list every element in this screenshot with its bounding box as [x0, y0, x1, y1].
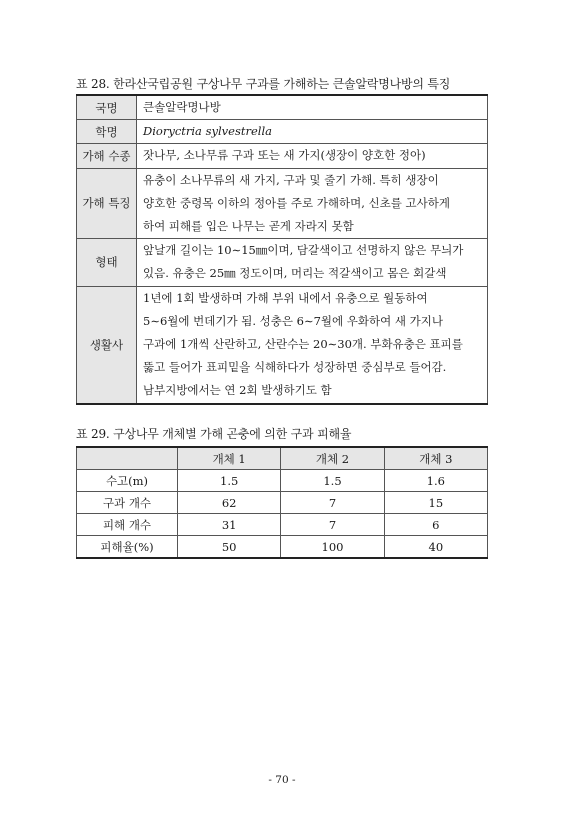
cell-line: 하여 피해를 입은 나무는 곧게 자라지 못함 [143, 219, 354, 234]
cell-line: 1년에 1회 발생하며 가해 부위 내에서 유충으로 월동하여 [143, 290, 428, 305]
table-cell [137, 286, 488, 404]
table-row [77, 470, 488, 492]
table-cell: 62 [178, 492, 281, 514]
table-cell: 7 [281, 492, 384, 514]
table-cell [137, 168, 488, 239]
table-row [77, 514, 488, 536]
row-header: 피해율(%) [77, 536, 178, 559]
table-row [77, 286, 488, 404]
row-header: 피해 개수 [77, 514, 178, 536]
column-header: 개체 1 [178, 447, 281, 470]
table-cell: 15 [384, 492, 487, 514]
cell-line: 큰솔알락명나방 [143, 100, 221, 114]
cell-line: 유충이 소나무류의 새 가지, 구과 및 줄기 가해. 특히 생장이 [143, 172, 439, 187]
cell-line: 뚫고 들어가 표피밑을 식해하다가 성장하면 중심부로 들어감. [143, 360, 447, 375]
table-row [77, 120, 488, 144]
row-header: 생활사 [77, 286, 137, 404]
row-header: 가해 특징 [77, 168, 137, 239]
table-cell: 6 [384, 514, 487, 536]
cell-line: 있음. 유충은 25㎜ 정도이며, 머리는 적갈색이고 몸은 회갈색 [143, 266, 447, 281]
cell-line: 잣나무, 소나무류 구과 또는 새 가지(생장이 양호한 정아) [143, 148, 426, 163]
table-row [77, 95, 488, 120]
cell-line: 5∼6월에 번데기가 됨. 성충은 6∼7월에 우화하여 새 가지나 [143, 313, 443, 328]
table-cell [137, 144, 488, 168]
cell-line: 남부지방에서는 연 2회 발생하기도 함 [143, 383, 332, 398]
column-header [77, 447, 178, 470]
row-header: 국명 [77, 95, 137, 120]
table-cell: 40 [384, 536, 487, 559]
table-cell: 1.5 [178, 470, 281, 492]
row-header: 가해 수종 [77, 144, 137, 168]
row-header: 학명 [77, 120, 137, 144]
table-row [77, 492, 488, 514]
table-29 [76, 446, 488, 559]
page-number: - 70 - [268, 774, 296, 786]
header-row [77, 447, 488, 470]
table-cell [137, 95, 488, 120]
table-row [77, 239, 488, 286]
row-header: 구과 개수 [77, 492, 178, 514]
table-cell: 1.5 [281, 470, 384, 492]
table-row [77, 144, 488, 168]
table-cell: 100 [281, 536, 384, 559]
scientific-name: Dioryctria sylvestrella [143, 124, 272, 139]
table-cell: 1.6 [384, 470, 487, 492]
cell-line: 앞날개 길이는 10∼15㎜이며, 담갈색이고 선명하지 않은 무늬가 [143, 243, 464, 258]
table-cell [137, 120, 488, 144]
column-header: 개체 3 [384, 447, 487, 470]
table-29-caption: 표 29. 구상나무 개체별 가해 곤충에 의한 구과 피해율 [76, 427, 352, 441]
row-header: 수고(m) [77, 470, 178, 492]
table-row [77, 536, 488, 559]
column-header: 개체 2 [281, 447, 384, 470]
table-cell: 7 [281, 514, 384, 536]
cell-line: 구과에 1개씩 산란하고, 산란수는 20∼30개. 부화유충은 표피를 [143, 337, 463, 352]
table-cell [137, 239, 488, 286]
cell-line: 양호한 중령목 이하의 정아를 주로 가해하며, 신초를 고사하게 [143, 195, 450, 210]
table-row [77, 168, 488, 239]
table-28 [76, 94, 488, 405]
table-28-caption: 표 28. 한라산국립공원 구상나무 구과를 가해하는 큰솔알락명나방의 특징 [76, 77, 451, 91]
table-cell: 31 [178, 514, 281, 536]
row-header: 형태 [77, 239, 137, 286]
table-cell: 50 [178, 536, 281, 559]
